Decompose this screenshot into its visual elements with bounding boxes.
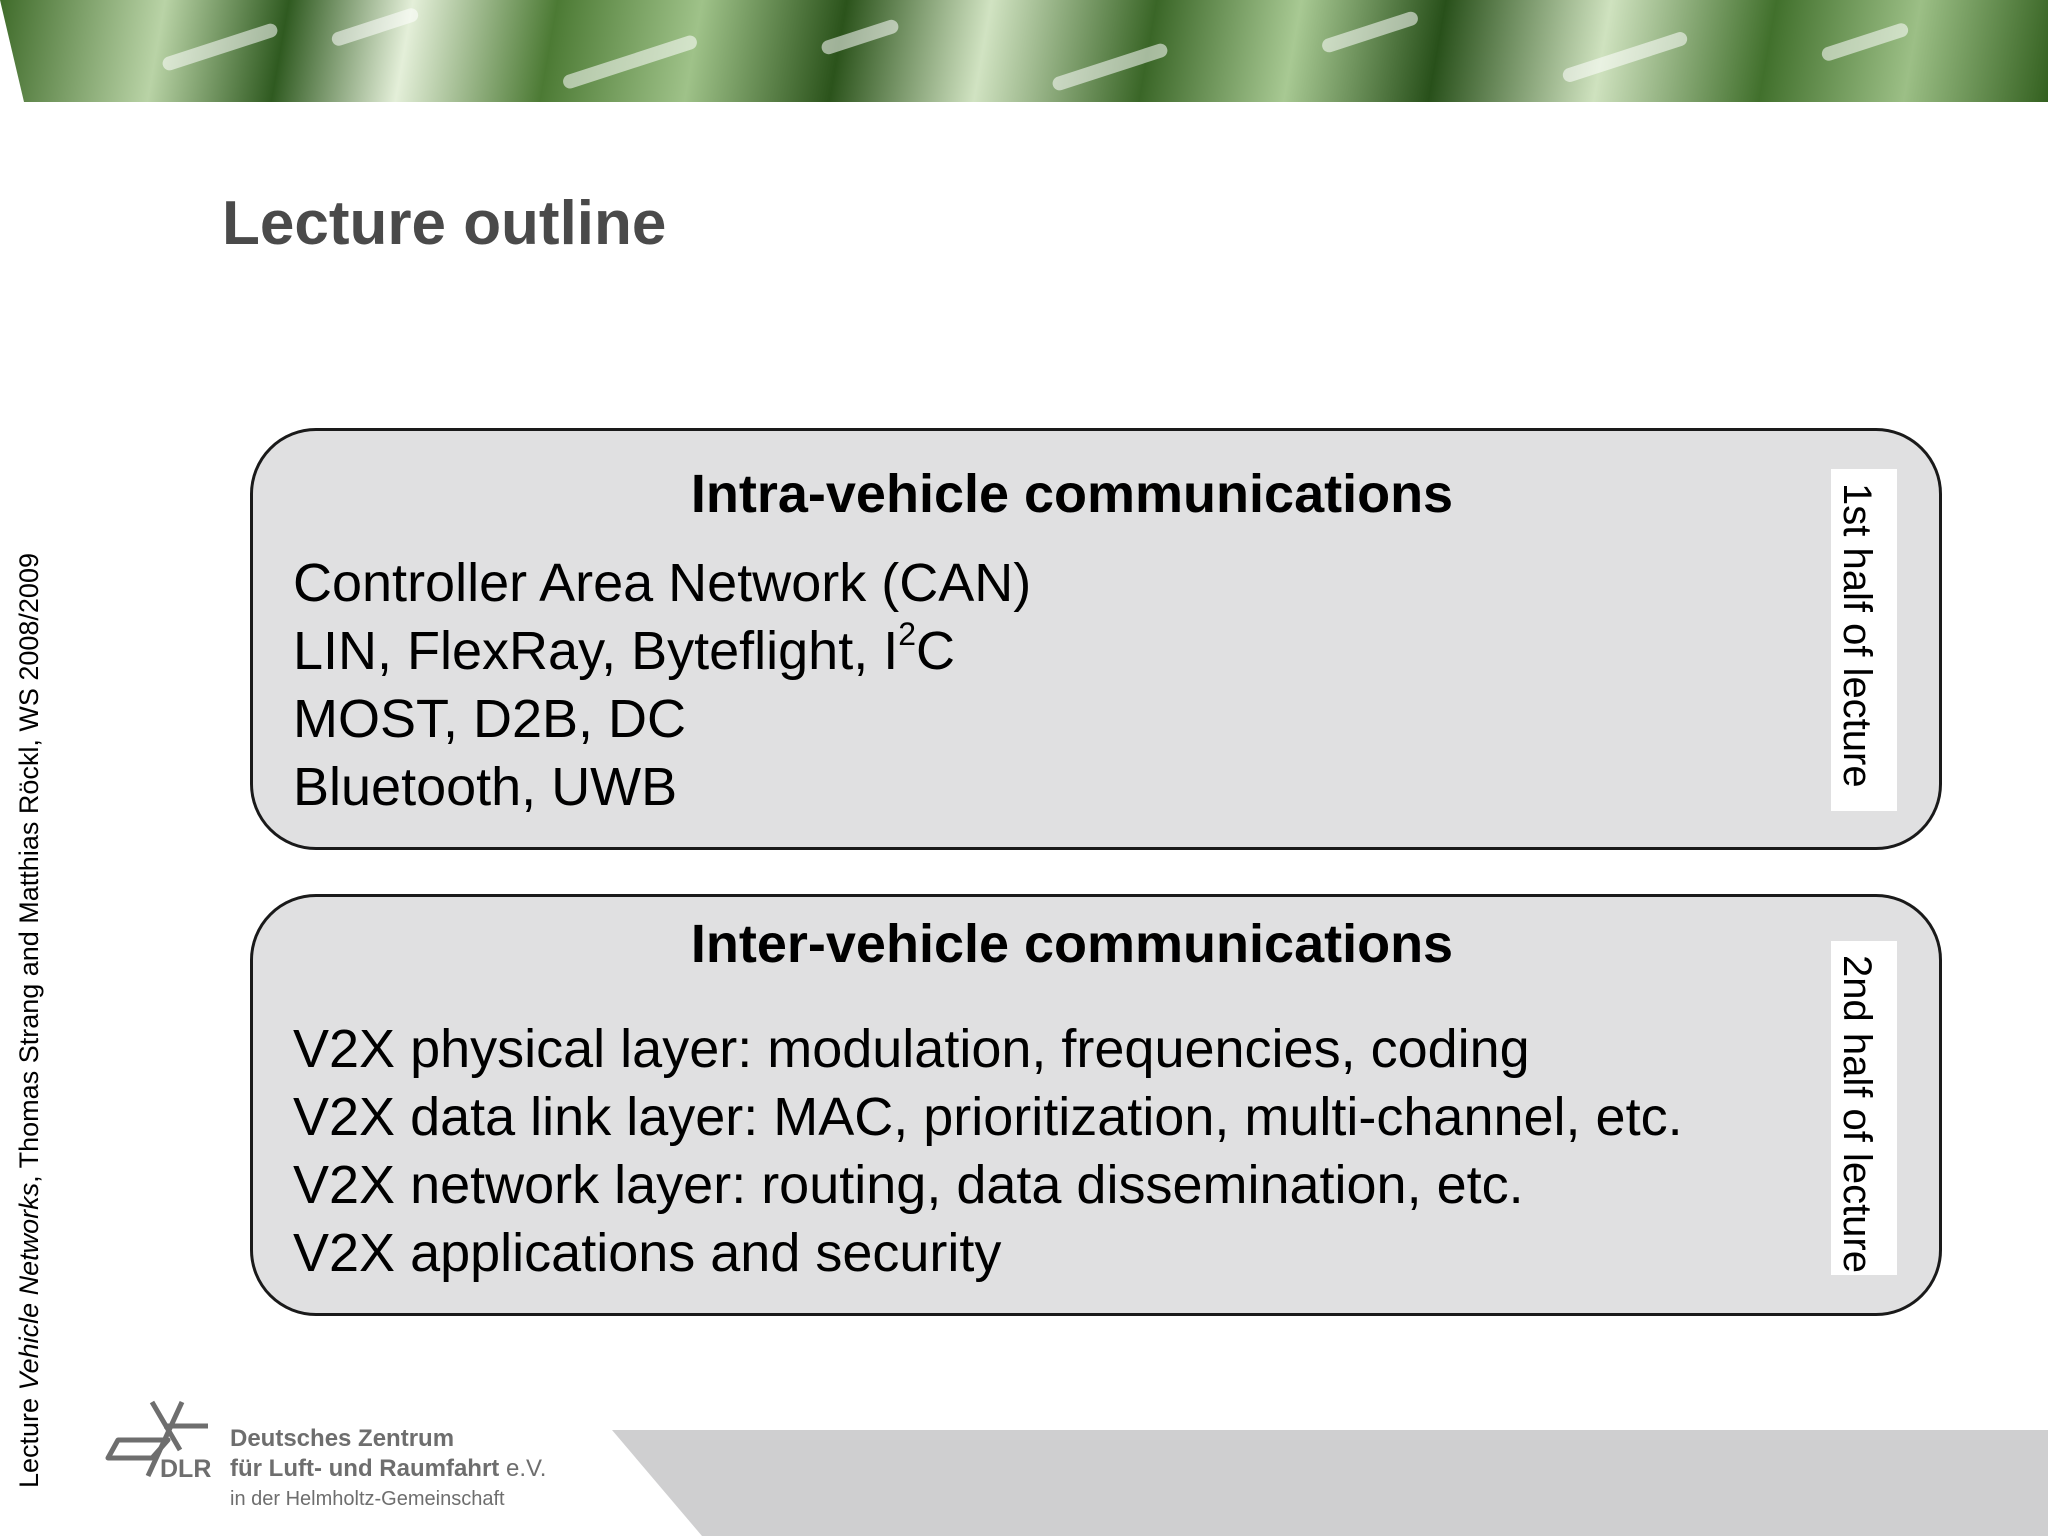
list-item: MOST, D2B, DC (293, 689, 687, 749)
logo-line-3: in der Helmholtz-Gemeinschaft (230, 1488, 505, 1510)
list-item: Controller Area Network (CAN) (293, 553, 1032, 613)
list-item: V2X applications and security (293, 1223, 1002, 1283)
side-caption (14, 488, 45, 1488)
logo-line-1: Deutsches Zentrum (230, 1425, 455, 1452)
side-caption-prefix: Lecture (14, 1390, 44, 1488)
lecture-half-label: 2nd half of lecture (1835, 955, 1879, 1273)
lecture-half-tag (1831, 941, 1897, 1275)
footer-band (612, 1430, 2048, 1536)
lecture-half-tag (1831, 469, 1897, 811)
logo-line-2-suffix: e.V. (499, 1455, 547, 1482)
box-heading: Inter-vehicle communications (690, 914, 1454, 974)
list-item: V2X data link layer: MAC, prioritization, multi-channel, etc. (293, 1087, 1683, 1147)
list-item (293, 617, 1031, 685)
box-heading: Intra-vehicle communications (690, 464, 1454, 524)
inter-vehicle-box (250, 894, 1942, 1316)
list-item: Bluetooth, UWB (293, 757, 678, 817)
list-item-text: LIN, FlexRay, Byteflight, I (293, 621, 899, 681)
logo-line-2 (230, 1454, 546, 1484)
list-item: V2X network layer: routing, data dissemination, etc. (293, 1155, 1524, 1215)
list-item-tail: C (916, 621, 956, 681)
side-caption-course: Vehicle Networks (14, 1182, 44, 1391)
topic-list (293, 549, 1031, 821)
topic-list (293, 1015, 1683, 1287)
intra-vehicle-box (250, 428, 1942, 850)
slide-title: Lecture outline (222, 189, 667, 258)
logo-line-2-text: für Luft- und Raumfahrt (230, 1455, 500, 1482)
logo-wordmark (230, 1424, 546, 1514)
header-banner-image (0, 0, 2048, 102)
side-caption-authors: , Thomas Strang and Matthias Röckl, WS 2008/2009 (14, 553, 44, 1183)
list-item: V2X physical layer: modulation, frequencies, coding (293, 1019, 1530, 1079)
logo-abbreviation: DLR (160, 1455, 212, 1483)
lecture-half-label: 1st half of lecture (1835, 483, 1879, 788)
superscript: 2 (898, 616, 917, 652)
